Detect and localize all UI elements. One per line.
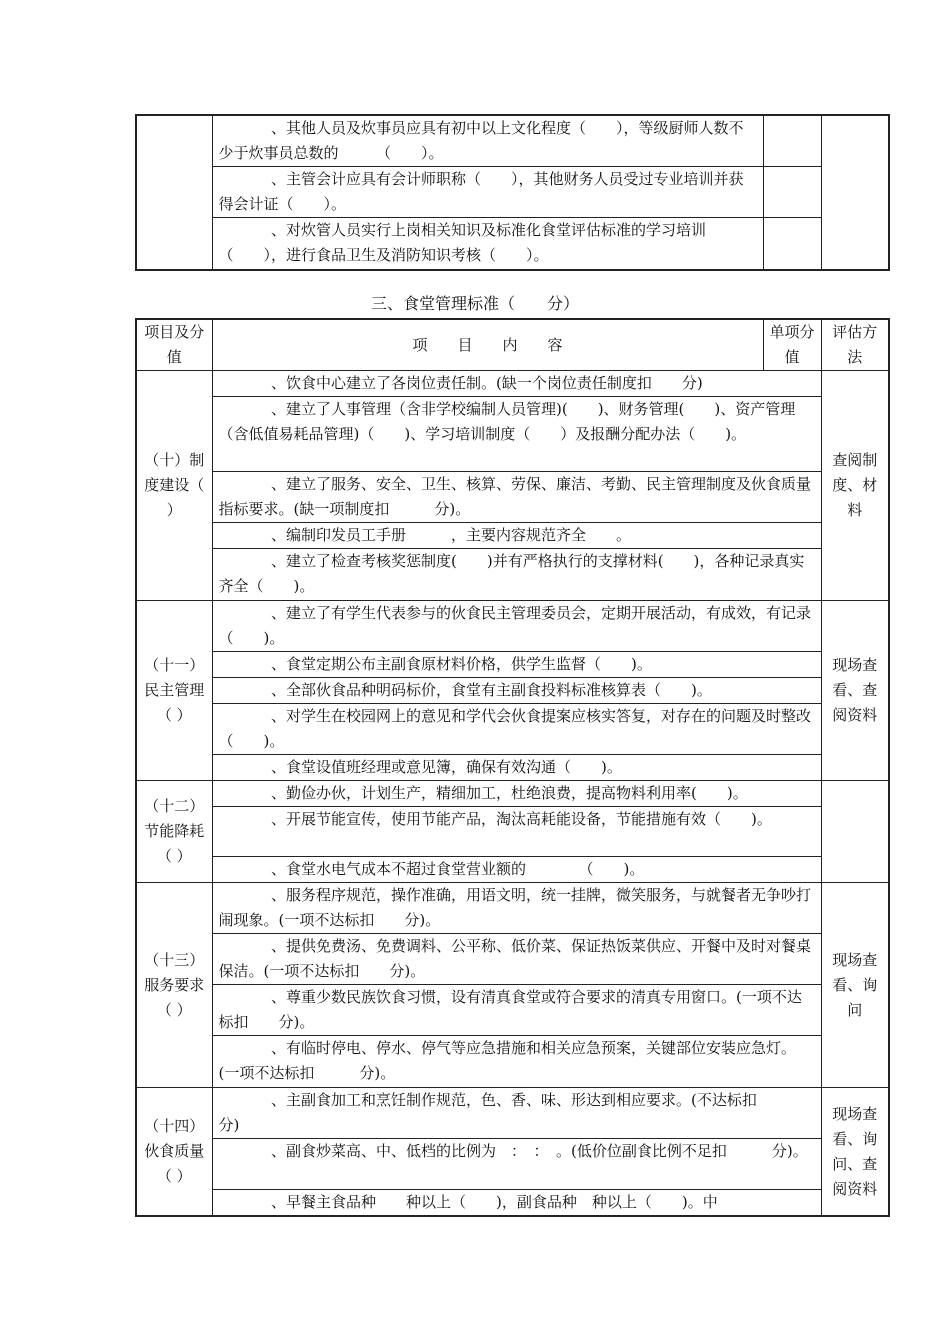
item-text: 、全部伙食品种明码标价，食堂有主副食投料标准核算表（ )。 — [212, 678, 821, 704]
item-text: 、食堂水电气成本不超过食堂营业额的 （ )。 — [212, 857, 821, 883]
table-row — [136, 167, 889, 218]
table-row — [136, 115, 889, 167]
table-row — [136, 371, 889, 397]
item-text: 、食堂设值班经理或意见簿，确保有效沟通（ )。 — [212, 755, 821, 781]
table-row — [136, 704, 889, 755]
item-text: 、食堂定期公布主副食原材料价格，供学生监督（ )。 — [212, 652, 821, 678]
item-text: 、建立了人事管理（含非学校编制人员管理)( )、财务管理( )、资产管理（含低值易耗品管理)（ )、学习培训制度（ ）及报酬分配办法（ )。 — [212, 397, 821, 472]
table-row — [136, 857, 889, 883]
table-row — [136, 1036, 889, 1088]
table-row — [136, 985, 889, 1036]
item-text: 、有临时停电、停水、停气等应急措施和相关应急预案，关键部位安装应急灯。(一项不达标扣 分)。 — [212, 1036, 821, 1088]
item-text: 、主副食加工和烹饪制作规范，色、香、味、形达到相应要求。(不达标扣 分) — [212, 1088, 821, 1139]
header-method: 评估方法 — [821, 319, 889, 371]
table-row — [136, 934, 889, 985]
item-text: 、勤俭办伙，计划生产，精细加工，杜绝浪费，提高物料利用率( )。 — [212, 781, 821, 807]
table-row — [136, 218, 889, 270]
table-row — [136, 1139, 889, 1190]
group-method: 现场查看、询问 — [821, 883, 889, 1088]
table-row — [136, 652, 889, 678]
header-content: 项 目 内 容 — [212, 319, 763, 371]
group-label: （十二）节能降耗（ ） — [136, 781, 212, 883]
item-text: 、对学生在校园网上的意见和学代会伙食提案应核实答复，对存在的问题及时整改（ )。 — [212, 704, 821, 755]
group-method: 查阅制度、材料 — [821, 371, 889, 601]
group-label: （十）制度建设（ ） — [136, 371, 212, 601]
group-method: 现场查看、询问、查阅资料 — [821, 1088, 889, 1217]
score-cell — [763, 167, 821, 218]
group-method — [821, 781, 889, 883]
item-text: 、建立了有学生代表参与的伙食民主管理委员会，定期开展活动，有成效，有记录（ )。 — [212, 601, 821, 652]
item-text: 、对炊管人员实行上岗相关知识及标准化食堂评估标准的学习培训（ ），进行食品卫生及消防知识考核（ ）。 — [212, 218, 763, 270]
table-row — [136, 678, 889, 704]
item-text: 、建立了服务、安全、卫生、核算、劳保、廉洁、考勤、民主管理制度及伙食质量指标要求。(缺一项制度扣 分)。 — [212, 472, 821, 523]
table-row — [136, 397, 889, 472]
group-label: （十四）伙食质量（ ） — [136, 1088, 212, 1217]
method-cell — [821, 115, 889, 270]
table-row — [136, 883, 889, 934]
canteen-management-table — [135, 318, 890, 1217]
item-text: 、副食炒菜高、中、低档的比例为 ： ： 。(低价位副食比例不足扣 分)。 — [212, 1139, 821, 1190]
group-method: 现场查看、查阅资料 — [821, 601, 889, 781]
item-text: 、主管会计应具有会计师职称（ ），其他财务人员受过专业培训并获得会计证（ ）。 — [212, 167, 763, 218]
item-text: 、尊重少数民族饮食习惯，设有清真食堂或符合要求的清真专用窗口。(一项不达标扣 分)。 — [212, 985, 821, 1036]
table-row — [136, 755, 889, 781]
header-row — [136, 319, 889, 371]
table-row — [136, 1190, 889, 1217]
item-text: 、编制印发员工手册 ，主要内容规范齐全 。 — [212, 523, 821, 549]
item-text: 、开展节能宣传，使用节能产品，淘汰高耗能设备，节能措施有效（ )。 — [212, 807, 821, 857]
item-text: 、其他人员及炊事员应具有初中以上文化程度（ ），等级厨师人数不少于炊事员总数的 （ ）。 — [212, 115, 763, 167]
table-row — [136, 807, 889, 857]
item-text: 、饮食中心建立了各岗位责任制。(缺一个岗位责任制度扣 分) — [212, 371, 821, 397]
table-row — [136, 1088, 889, 1139]
item-text: 、提供免费汤、免费调料、公平称、低价菜、保证热饭菜供应、开餐中及时对餐桌保洁。(一项不达标扣 分)。 — [212, 934, 821, 985]
group-label: （十三）服务要求（ ） — [136, 883, 212, 1088]
staff-qualification-table — [135, 114, 890, 271]
table-row — [136, 472, 889, 523]
item-text: 、建立了检查考核奖惩制度( )并有严格执行的支撑材料( )，各种记录真实齐全（ )。 — [212, 549, 821, 601]
project-cell — [136, 115, 212, 270]
group-label: （十一）民主管理（ ） — [136, 601, 212, 781]
table-row — [136, 601, 889, 652]
section-title: 三、食堂管理标准（ 分） — [370, 294, 579, 313]
score-cell — [763, 218, 821, 270]
table-row — [136, 781, 889, 807]
item-text: 、早餐主食品种 种以上（ )，副食品种 种以上（ )。中 — [212, 1190, 821, 1217]
header-score: 单项分值 — [763, 319, 821, 371]
table-row — [136, 549, 889, 601]
item-text: 、服务程序规范，操作准确，用语文明，统一挂牌，微笑服务，与就餐者无争吵打闹现象。(一项不达标扣 分)。 — [212, 883, 821, 934]
header-project: 项目及分值 — [136, 319, 212, 371]
score-cell — [763, 115, 821, 167]
table-row — [136, 523, 889, 549]
